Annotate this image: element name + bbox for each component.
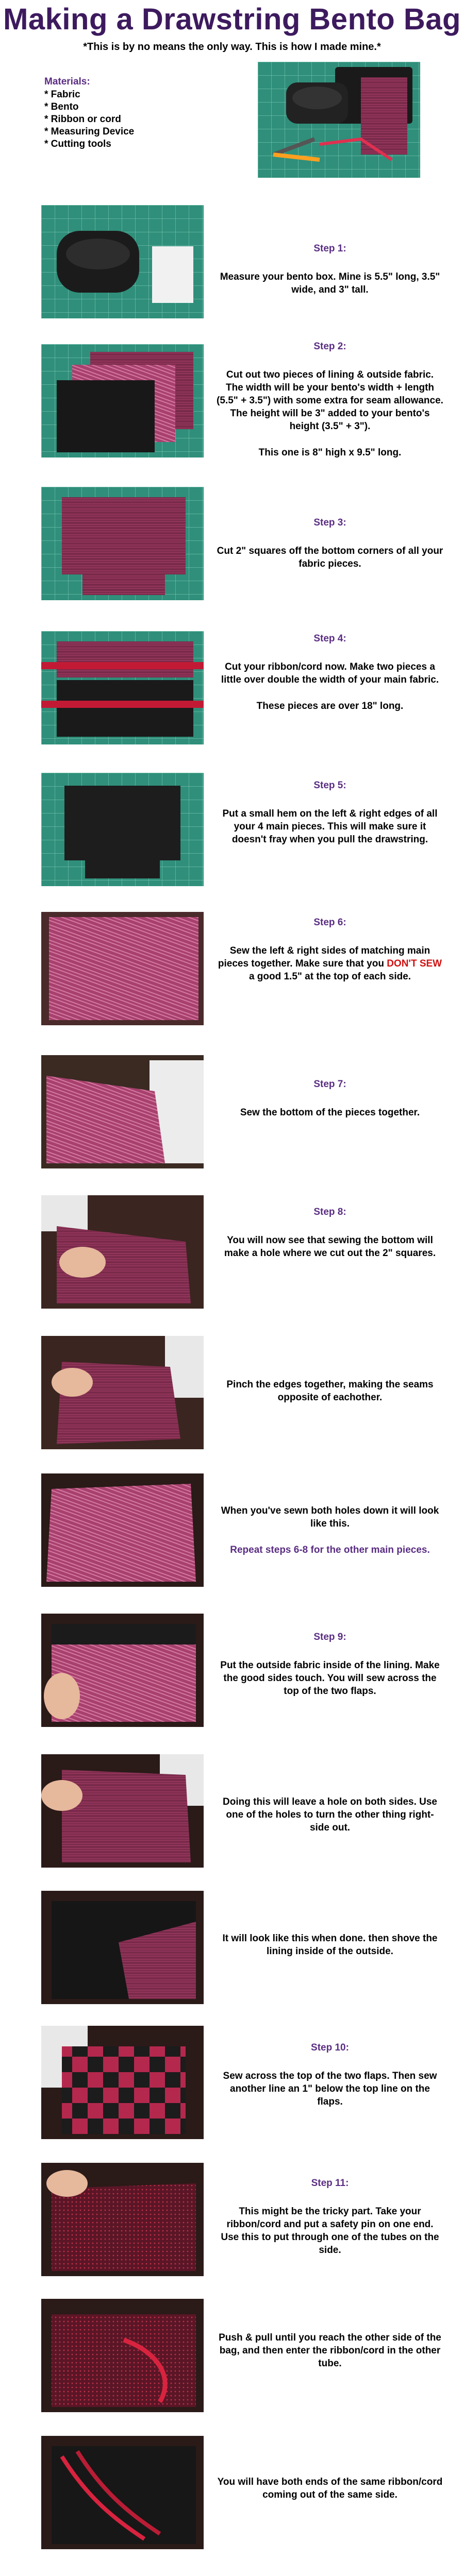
materials-list: [44, 76, 230, 150]
step-title: Step 8:: [313, 1207, 346, 1217]
subtitle: *This is by no means the only way. This is how I made mine.*: [83, 41, 381, 53]
warning-text: DON'T SEW: [387, 958, 442, 969]
step-description: This one is 8" high x 9.5" long.: [258, 447, 402, 458]
step-photo: [41, 773, 204, 886]
step-description: You will now see that sewing the bottom will make a hole where we cut out the 2" squares.: [224, 1235, 436, 1259]
material-item: * Measuring Device: [44, 126, 135, 137]
step-photo: [41, 1614, 204, 1727]
step-text: [217, 779, 443, 846]
step-text: [217, 632, 443, 713]
material-item: * Fabric: [44, 89, 80, 100]
step-photo: [41, 1473, 204, 1587]
step-description: Pinch the edges together, making the seams opposite of eachother.: [226, 1379, 434, 1403]
material-item: * Bento: [44, 101, 79, 112]
step-description: When you've sewn both holes down it will look like this.: [221, 1505, 439, 1529]
step-text: [217, 242, 443, 296]
materials-photo: [258, 62, 420, 178]
step-text: [217, 916, 443, 983]
step-title: Step 11:: [311, 2178, 349, 2189]
step-description-part: a good 1.5" at the top of each side.: [248, 971, 411, 982]
step-title: Step 3:: [313, 517, 346, 528]
step-photo: [41, 631, 204, 744]
step-photo: [41, 2163, 204, 2276]
step-title: Step 10:: [311, 2042, 349, 2053]
step-text: [217, 1631, 443, 1698]
step-photo: [41, 205, 204, 318]
step-title: Step 2:: [313, 341, 346, 352]
step-photo: [41, 912, 204, 1025]
step-description: You will have both ends of the same ribbon/cord coming out of the same side.: [217, 2477, 443, 2500]
step-title: Step 6:: [313, 917, 346, 928]
step-title: Step 7:: [313, 1079, 346, 1090]
step-text: [217, 1206, 443, 1260]
step-photo: [41, 1336, 204, 1449]
materials-heading: Materials:: [44, 76, 90, 87]
step-description: Measure your bento box. Mine is 5.5" long, 3.5" wide, and 3" tall.: [220, 272, 440, 295]
step-description: Push & pull until you reach the other side of the bag, and then enter the ribbon/cord in the other tube.: [219, 2332, 441, 2369]
step-title: Step 9:: [313, 1632, 346, 1642]
step-photo: [41, 1055, 204, 1168]
step-photo: [41, 1195, 204, 1309]
step-description: These pieces are over 18" long.: [256, 701, 404, 711]
step-description: This might be the tricky part. Take your ribbon/cord and put a safety pin on one end. Use this to put through one of the tubes on the side.: [221, 2206, 439, 2256]
step-description: Put the outside fabric inside of the lining. Make the good sides touch. You will sew across the top of the two flaps.: [220, 1660, 440, 1697]
step-text: [217, 1378, 443, 1404]
note-text: Repeat steps 6-8 for the other main pieces.: [230, 1545, 430, 1555]
step-description: [217, 944, 443, 983]
step-text: [217, 1932, 443, 1958]
step-photo: [41, 344, 204, 457]
step-description-part: Sew the left & right sides of matching main pieces together. Make sure that you: [218, 945, 430, 969]
material-item: * Ribbon or cord: [44, 114, 121, 125]
step-text: [217, 516, 443, 570]
step-photo: [41, 2026, 204, 2139]
step-description: Cut out two pieces of lining & outside fabric. The width will be your bento's width + length (5.5" + 3.5") with some extra for seam allowance. The height will be 3" added to your bento's height (3.5" + 3").: [217, 369, 443, 432]
step-photo: [41, 2299, 204, 2412]
step-title: Step 1:: [313, 243, 346, 254]
step-text: [217, 1078, 443, 1119]
step-description: It will look like this when done. then shove the lining inside of the outside.: [222, 1933, 438, 1957]
step-photo: [41, 1891, 204, 2004]
step-photo: [41, 2436, 204, 2549]
step-photo: [41, 1754, 204, 1868]
material-item: * Cutting tools: [44, 139, 111, 149]
step-description: Cut 2" squares off the bottom corners of all your fabric pieces.: [217, 546, 443, 569]
step-description: Cut your ribbon/cord now. Make two pieces a little over double the width of your main fabric.: [221, 662, 439, 685]
page-title: Making a Drawstring Bento Bag: [3, 3, 461, 36]
step-description: Sew across the top of the two flaps. Then sew another line an 1" below the top line on the flaps.: [223, 2071, 437, 2107]
step-text: [217, 340, 443, 459]
step-description: Put a small hem on the left & right edges of all your 4 main pieces. This will make sure it doesn't fray when you pull the drawstring.: [222, 808, 438, 845]
step-title: Step 4:: [313, 633, 346, 644]
step-text: [217, 2331, 443, 2370]
step-description: Sew the bottom of the pieces together.: [240, 1107, 420, 1118]
step-photo: [41, 487, 204, 600]
step-description: Doing this will leave a hole on both sides. Use one of the holes to turn the other thing right-side out.: [223, 1797, 437, 1833]
step-text: [217, 2476, 443, 2501]
step-text: [217, 2177, 443, 2257]
step-text: [217, 1795, 443, 1834]
step-text: [217, 1504, 443, 1556]
step-title: Step 5:: [313, 780, 346, 791]
step-text: [217, 2041, 443, 2108]
